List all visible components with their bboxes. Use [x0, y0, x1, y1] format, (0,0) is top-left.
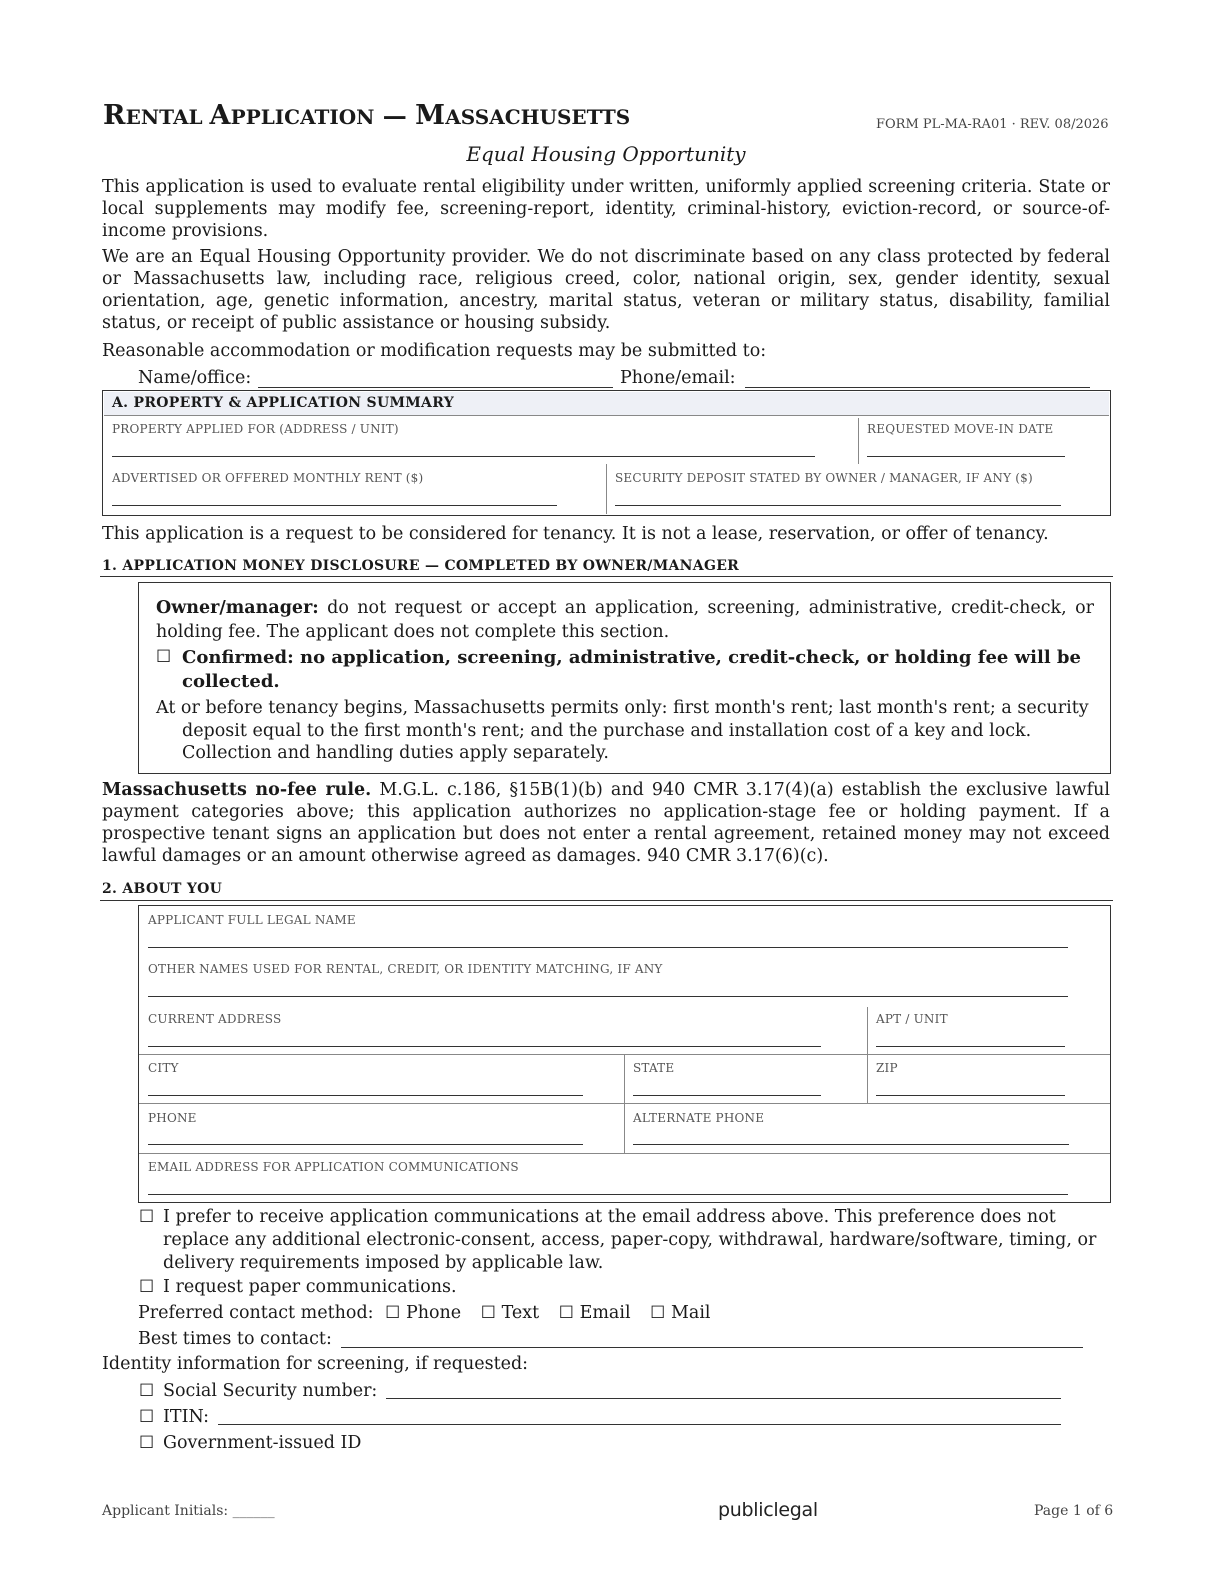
- owner-instructions: Owner/manager: do not request or accept an application, screening, administrative, credit-check, or holding fee. The applicant does not complete this section.: [156, 598, 1094, 642]
- section-a-divider-2: [606, 464, 607, 514]
- email-label: EMAIL ADDRESS FOR APPLICATION COMMUNICATIONS: [148, 1160, 519, 1174]
- permitted-payments: At or before tenancy begins, Massachusetts permits only: first month's rent; last month's rent; a security deposit equal to the first month's rent; and the purchase and installation cost of a key and lock. Collection and handling duties apply separately.: [156, 698, 1089, 763]
- ssn-field[interactable]: [386, 1398, 1061, 1399]
- phone-email-field[interactable]: [745, 387, 1090, 388]
- name-office-field[interactable]: [258, 387, 613, 388]
- other-names-label: OTHER NAMES USED FOR RENTAL, CREDIT, OR IDENTITY MATCHING, IF ANY: [148, 962, 663, 976]
- ssn-label: Social Security number:: [163, 1381, 378, 1401]
- publiclegal-logo: publiclegal: [718, 1499, 818, 1521]
- contact-method-row: Preferred contact method: ☐ Phone ☐ Text ☐ Email ☐ Mail: [138, 1303, 711, 1323]
- method-email-label: Email: [579, 1303, 631, 1323]
- move-in-label: REQUESTED MOVE-IN DATE: [867, 422, 1054, 436]
- phone-email-label: Phone/email:: [620, 368, 736, 388]
- city-field[interactable]: [148, 1095, 583, 1096]
- zip-divider: [867, 1054, 868, 1103]
- itin-checkbox[interactable]: ☐: [139, 1407, 155, 1427]
- phone-label: PHONE: [148, 1111, 197, 1125]
- address-field[interactable]: [148, 1046, 821, 1047]
- form-number: FORM PL-MA-RA01 · REV. 08/2026: [876, 117, 1109, 132]
- identity-label: Identity information for screening, if requested:: [102, 1354, 529, 1374]
- best-times-label: Best times to contact:: [138, 1329, 332, 1349]
- method-text-checkbox[interactable]: ☐: [480, 1303, 496, 1323]
- paper-pref-checkbox[interactable]: ☐: [139, 1277, 155, 1297]
- method-mail-checkbox[interactable]: ☐: [650, 1303, 666, 1323]
- confirmed-label: Confirmed: no application, screening, administrative, credit-check, or holding fee will be collected.: [182, 647, 1081, 692]
- intro-paragraph-1: This application is used to evaluate rental eligibility under written, uniformly applied screening criteria. State or local supplements may modify fee, screening-report, identity, criminal-history, eviction-record, or source-of-income provisions.: [102, 177, 1110, 241]
- zip-label: ZIP: [876, 1061, 898, 1075]
- subtitle: Equal Housing Opportunity: [466, 142, 746, 166]
- name-office-label: Name/office:: [138, 368, 252, 388]
- method-phone-label: Phone: [405, 1303, 462, 1323]
- section-a-divider-1: [858, 418, 859, 464]
- alt-phone-label: ALTERNATE PHONE: [633, 1111, 765, 1125]
- apt-divider: [867, 1007, 868, 1054]
- section-a-title: A. PROPERTY & APPLICATION SUMMARY: [112, 395, 455, 411]
- full-name-field[interactable]: [148, 947, 1068, 948]
- itin-label: ITIN:: [163, 1407, 210, 1427]
- no-fee-rule: Massachusetts no-fee rule. M.G.L. c.186, §15B(1)(b) and 940 CMR 3.17(4)(a) establish the exclusive lawful payment categories above; this application authorizes no application-stage fee or holding payment. If a prospective tenant signs an application but does not enter a rental agreement, retained money may not exceed lawful damages or an amount otherwise agreed as damages. 940 CMR 3.17(6)(c).: [102, 780, 1110, 866]
- deposit-field[interactable]: [615, 505, 1061, 506]
- section-2-title: 2. ABOUT YOU: [102, 881, 223, 897]
- confirmed-checkbox[interactable]: ☐: [156, 647, 172, 667]
- paper-pref-label: I request paper communications.: [163, 1277, 457, 1297]
- apt-label: APT / UNIT: [876, 1012, 948, 1026]
- best-times-field[interactable]: [341, 1347, 1083, 1348]
- apt-field[interactable]: [876, 1046, 1065, 1047]
- gov-id-checkbox[interactable]: ☐: [139, 1433, 155, 1453]
- address-label: CURRENT ADDRESS: [148, 1012, 282, 1026]
- row-divider-phone: [139, 1103, 1110, 1104]
- move-in-field[interactable]: [867, 456, 1065, 457]
- email-pref-checkbox[interactable]: ☐: [139, 1207, 155, 1227]
- section-2-rule: [100, 900, 1113, 901]
- full-name-label: APPLICANT FULL LEGAL NAME: [148, 913, 356, 927]
- rent-label: ADVERTISED OR OFFERED MONTHLY RENT ($): [112, 471, 424, 485]
- page-number: Page 1 of 6: [1034, 1503, 1114, 1519]
- phone-field[interactable]: [148, 1144, 583, 1145]
- method-text-label: Text: [501, 1303, 540, 1323]
- property-label: PROPERTY APPLIED FOR (ADDRESS / UNIT): [112, 422, 399, 436]
- deposit-label: SECURITY DEPOSIT STATED BY OWNER / MANAGER, IF ANY ($): [615, 471, 1033, 485]
- state-field[interactable]: [633, 1095, 821, 1096]
- form-title: RENTAL APPLICATION — MASSACHUSETTS: [103, 100, 631, 131]
- zip-field[interactable]: [876, 1095, 1065, 1096]
- property-field[interactable]: [112, 456, 815, 457]
- state-label: STATE: [633, 1061, 675, 1075]
- city-label: CITY: [148, 1061, 179, 1075]
- tenancy-note: This application is a request to be considered for tenancy. It is not a lease, reservation, or offer of tenancy.: [102, 524, 1049, 544]
- rent-field[interactable]: [112, 505, 557, 506]
- email-field[interactable]: [148, 1194, 1068, 1195]
- section-1-rule: [100, 576, 1113, 577]
- row-divider-email: [139, 1153, 1110, 1154]
- other-names-field[interactable]: [148, 996, 1068, 997]
- alt-phone-field[interactable]: [633, 1144, 1069, 1145]
- method-phone-checkbox[interactable]: ☐: [385, 1303, 401, 1323]
- intro-paragraph-3: Reasonable accommodation or modification requests may be submitted to:: [102, 341, 767, 361]
- intro-paragraph-2: We are an Equal Housing Opportunity provider. We do not discriminate based on any class protected by federal or Massachusetts law, including race, religious creed, color, national origin, sex, gender identity, sexual orientation, age, genetic information, ancestry, marital status, veteran or military status, disability, familial status, or receipt of public assistance or housing subsidy.: [102, 247, 1110, 333]
- itin-field[interactable]: [218, 1424, 1061, 1425]
- applicant-initials: Applicant Initials: ______: [102, 1503, 275, 1519]
- gov-id-label: Government-issued ID: [163, 1433, 362, 1453]
- section-1-title: 1. APPLICATION MONEY DISCLOSURE — COMPLETED BY OWNER/MANAGER: [102, 558, 740, 574]
- ssn-checkbox[interactable]: ☐: [139, 1381, 155, 1401]
- email-pref-label: I prefer to receive application communications at the email address above. This preference does not replace any additional electronic-consent, access, paper-copy, withdrawal, hardware/software, timing, or delivery requirements imposed by applicable law.: [163, 1207, 1097, 1273]
- method-mail-label: Mail: [670, 1303, 711, 1323]
- method-email-checkbox[interactable]: ☐: [558, 1303, 574, 1323]
